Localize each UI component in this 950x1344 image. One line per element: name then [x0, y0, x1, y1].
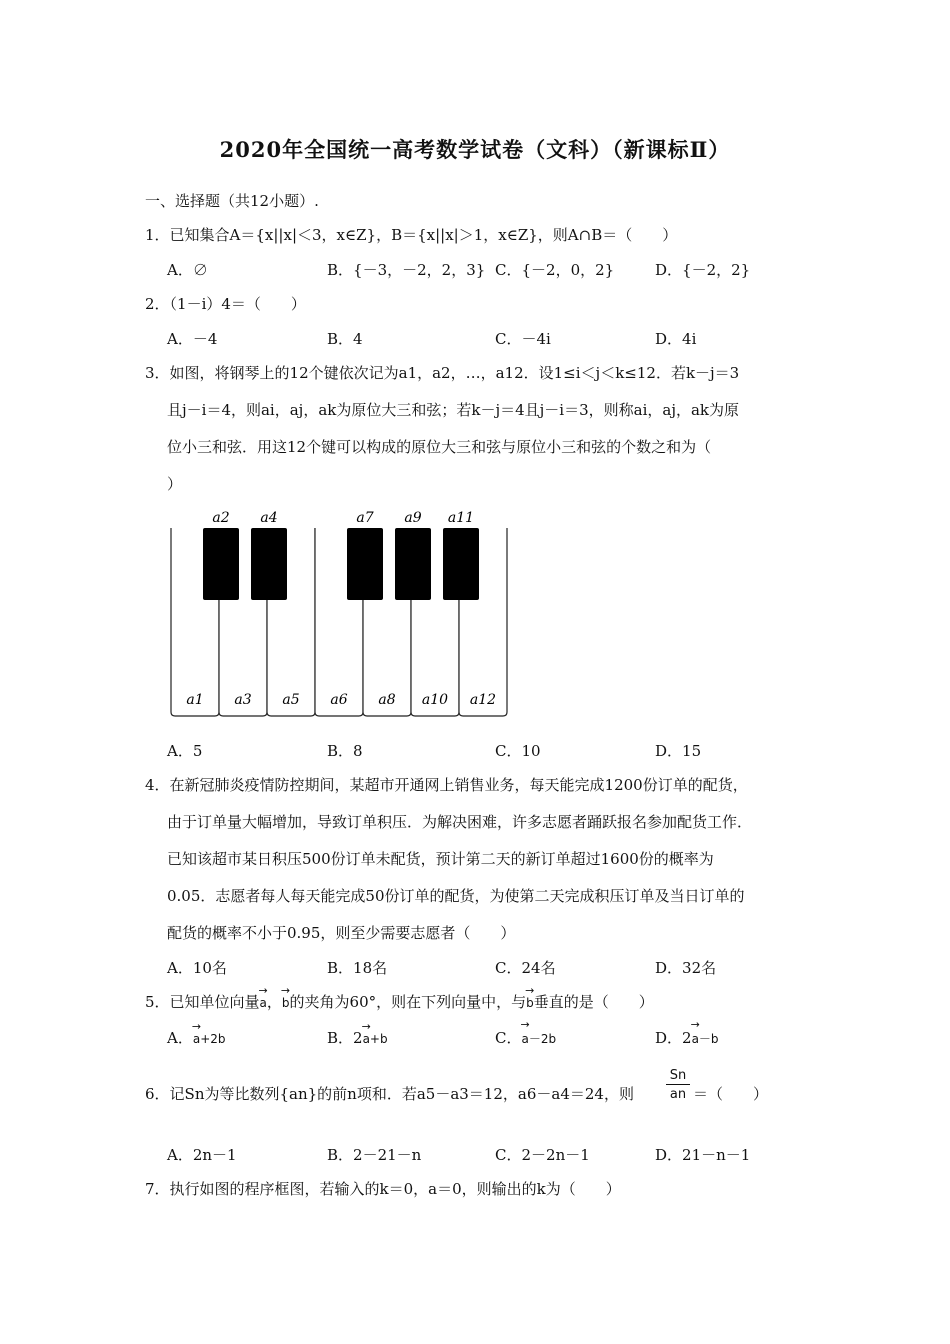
black-key-label-a7: a7 — [356, 510, 374, 526]
q5-c-expr: → a－2b — [521, 1030, 556, 1047]
q1-option-b: B．{－3，－2，2，3} — [327, 261, 486, 279]
q3-option-c: C．10 — [495, 742, 541, 760]
q3-option-d: D．15 — [655, 742, 702, 760]
question-5-stem — [145, 991, 654, 1012]
q5-c-label: C． — [495, 1029, 522, 1047]
black-key-a9 — [395, 528, 431, 600]
black-key-label-a11: a11 — [447, 510, 475, 526]
vector-b-2: → b — [526, 996, 534, 1010]
piano-keyboard-figure — [168, 506, 518, 724]
black-key-a2 — [203, 528, 239, 600]
white-key-label-a1: a1 — [186, 692, 204, 708]
question-7-stem: 7．执行如图的程序框图，若输入的k＝0，a＝0，则输出的k为（ ） — [145, 1180, 621, 1198]
question-3-line-1: 3．如图，将钢琴上的12个键依次记为a1，a2，…，a12．设1≤i＜j＜k≤12．若k－j＝3 — [145, 364, 740, 382]
section-heading: 一、选择题（共12小题）. — [145, 192, 319, 210]
fraction-numerator: Sn — [666, 1068, 690, 1085]
question-3-line-4: ） — [167, 475, 183, 493]
question-4-line-1: 4．在新冠肺炎疫情防控期间，某超市开通网上销售业务，每天能完成1200份订单的配货， — [145, 776, 748, 794]
q6-option-a: A．2n－1 — [167, 1146, 237, 1164]
q2-option-c: C．－4i — [495, 330, 551, 348]
q4-option-a: A．10名 — [167, 959, 227, 977]
q5-option-a — [167, 1027, 226, 1048]
white-key-label-a8: a8 — [378, 692, 396, 708]
q5-d-expr: → a－b — [692, 1030, 719, 1047]
white-key-label-a3: a3 — [234, 692, 252, 708]
black-key-a11 — [443, 528, 479, 600]
q4-option-d: D．32名 — [655, 959, 717, 977]
q4-option-b: B．18名 — [327, 959, 388, 977]
q4-option-c: C．24名 — [495, 959, 556, 977]
fraction-sn-over-an — [666, 1068, 690, 1102]
q5-separator: ， — [266, 993, 282, 1011]
q3-option-b: B．8 — [327, 742, 363, 760]
q5-stem-part-3: 垂直的是（ ） — [533, 993, 654, 1011]
q5-b-expr: → a+b — [363, 1032, 388, 1046]
white-key-label-a5: a5 — [282, 692, 300, 708]
fraction-denominator: an — [669, 1087, 687, 1102]
white-key-label-a10: a10 — [421, 692, 449, 708]
page-title: 2020年全国统一高考数学试卷（文科）（新课标Ⅱ） — [219, 137, 731, 162]
black-key-label-a4: a4 — [260, 510, 278, 526]
q6-option-b: B．2－21－n — [327, 1146, 422, 1164]
q1-option-c: C．{－2，0，2} — [495, 261, 615, 279]
white-key-label-a6: a6 — [330, 692, 348, 708]
black-key-a7 — [347, 528, 383, 600]
white-key-label-a12: a12 — [469, 692, 497, 708]
question-6-tail: ＝（ ） — [693, 1085, 769, 1103]
vector-b: → b — [282, 996, 290, 1010]
q1-option-a: A．∅ — [167, 261, 208, 279]
question-4-line-5: 配货的概率不小于0.95，则至少需要志愿者（ ） — [167, 924, 516, 942]
question-2-stem: 2．（1－i）4＝（ ） — [145, 295, 306, 313]
question-3-line-2: 且j－i＝4，则ai，aj，ak为原位大三和弦；若k－j＝4且j－i＝3，则称ai，aj，ak为原 — [167, 401, 740, 419]
q1-option-d: D．{－2，2} — [655, 261, 751, 279]
q6-option-d: D．21－n－1 — [655, 1146, 751, 1164]
q5-option-d — [655, 1027, 719, 1048]
question-4-line-4: 0.05．志愿者每人每天能完成50份订单的配货，为使第二天完成积压订单及当日订单的 — [167, 887, 745, 905]
q5-b-label: B．2 — [327, 1029, 363, 1047]
q5-a-label: A． — [167, 1029, 193, 1047]
q2-option-a: A．－4 — [167, 330, 218, 348]
q5-option-c — [495, 1027, 556, 1048]
black-key-label-a2: a2 — [212, 510, 230, 526]
question-6-stem: 6．记Sn为等比数列{an}的前n项和．若a5－a3＝12，a6－a4＝24，则 — [145, 1085, 634, 1103]
q3-option-a: A．5 — [167, 742, 203, 760]
q2-option-d: D．4i — [655, 330, 697, 348]
question-4-line-2: 由于订单量大幅增加，导致订单积压．为解决困难，许多志愿者踊跃报名参加配货工作． — [167, 813, 753, 831]
black-key-a4 — [251, 528, 287, 600]
question-1-stem: 1．已知集合A＝{x||x|＜3，x∈Z}，B＝{x||x|＞1，x∈Z}，则A∩B＝（ ） — [145, 226, 678, 244]
question-4-line-3: 已知该超市某日积压500份订单未配货，预计第二天的新订单超过1600份的概率为 — [167, 850, 714, 868]
q5-stem-part-1: 5．已知单位向量 — [145, 993, 260, 1011]
q5-a-expr: → a+2b — [193, 1032, 226, 1046]
q5-d-label: D．2 — [655, 1029, 692, 1047]
q5-option-b — [327, 1027, 388, 1048]
q5-stem-part-2: 的夹角为60°，则在下列向量中，与 — [289, 993, 527, 1011]
question-3-line-3: 位小三和弦．用这12个键可以构成的原位大三和弦与原位小三和弦的个数之和为（ — [167, 438, 712, 456]
q6-option-c: C．2－2n－1 — [495, 1146, 590, 1164]
vector-a: → a — [260, 996, 267, 1010]
black-key-label-a9: a9 — [404, 510, 422, 526]
q2-option-b: B．4 — [327, 330, 363, 348]
